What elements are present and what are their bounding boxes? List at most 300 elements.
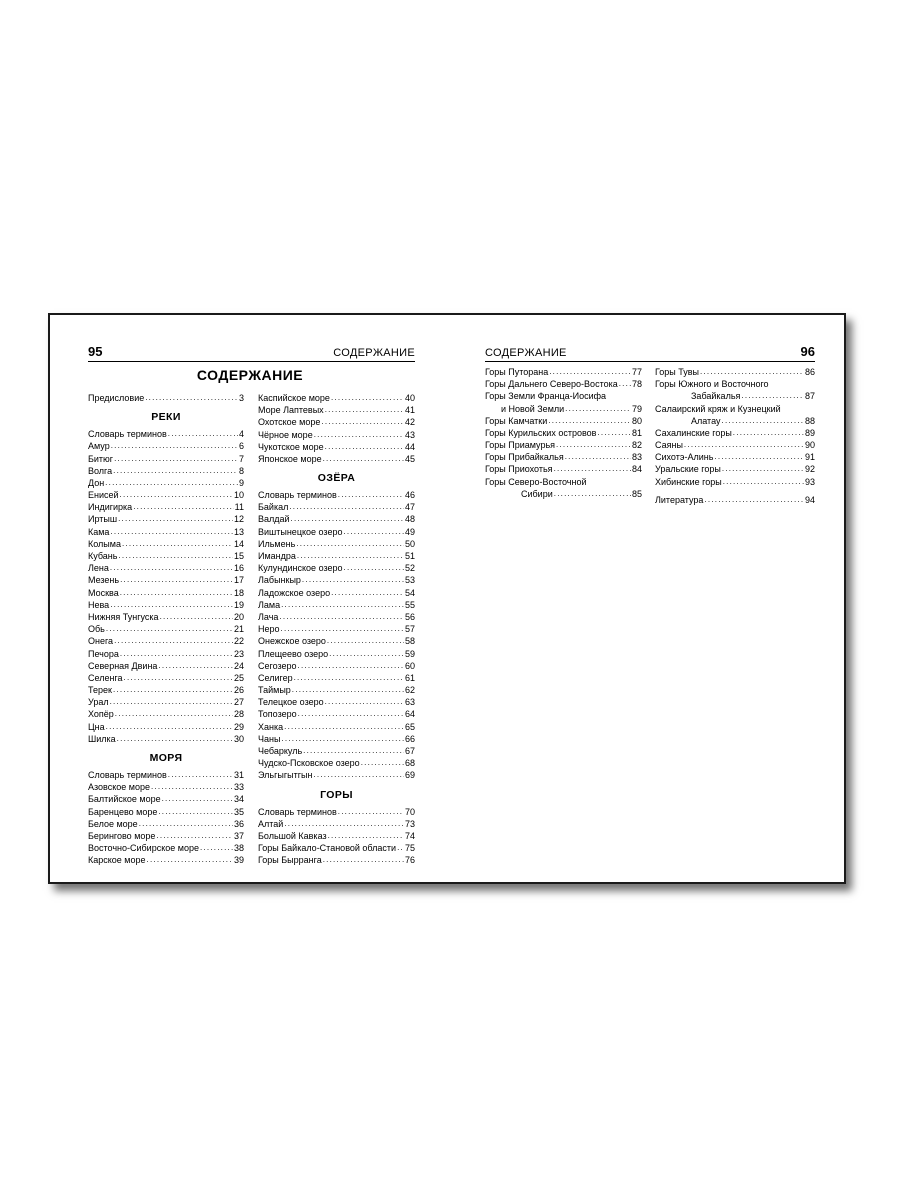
toc-entry-title: Большой Кавказ [258, 830, 327, 841]
toc-dot-leader [684, 439, 804, 451]
toc-dot-leader [133, 501, 233, 513]
toc-entry-page: 15 [233, 551, 244, 562]
toc-dot-leader [549, 366, 631, 378]
toc-entry-page: 91 [804, 452, 815, 463]
toc-entry-title: Кубань [88, 551, 118, 562]
toc-entry[interactable] [485, 464, 642, 476]
toc-entry[interactable] [88, 709, 244, 721]
section-heading-rivers: РЕКИ [151, 411, 181, 424]
toc-entry-preface[interactable]: Предисловие . . . 3 [88, 392, 244, 404]
toc-entry-title: Чебаркуль [258, 746, 303, 757]
toc-entry-title: Восточно-Сибирское море [88, 843, 199, 854]
toc-dot-leader [303, 745, 404, 757]
toc-entry[interactable] [258, 757, 415, 769]
toc-entry-page: 77 [631, 366, 642, 377]
toc-entry[interactable] [655, 403, 815, 415]
toc-dot-leader [294, 672, 404, 684]
toc-dot-leader [279, 611, 404, 623]
toc-entry[interactable] [258, 453, 415, 465]
toc-dot-leader [110, 562, 233, 574]
toc-entry[interactable] [88, 477, 244, 489]
toc-entry[interactable] [88, 440, 244, 452]
toc-entry[interactable] [88, 538, 244, 550]
toc-entry-title: Словарь терминов [258, 490, 337, 501]
toc-entry-page: 76 [404, 855, 415, 866]
toc-entry-title: Лама [258, 599, 281, 610]
toc-entry-title: Енисей [88, 490, 119, 501]
toc-entry-title: Индигирка [88, 502, 133, 513]
toc-entry-page: 45 [404, 453, 415, 464]
contents-title: СОДЕРЖАНИЕ [196, 367, 304, 383]
section-heading-mountains: ГОРЫ [320, 788, 353, 801]
toc-entry-title: Дон [88, 477, 105, 488]
toc-dot-leader [361, 757, 404, 769]
toc-entry-page: 92 [804, 464, 815, 475]
toc-entry[interactable] [88, 721, 244, 733]
toc-entry[interactable] [485, 390, 642, 402]
toc-entry[interactable] [88, 830, 244, 842]
toc-entry-page: 67 [404, 746, 415, 757]
toc-entry-page: 59 [404, 648, 415, 659]
toc-entry-page: 4 [238, 429, 244, 440]
toc-entry-page: 81 [631, 427, 642, 438]
toc-entry-title: Саяны [655, 440, 683, 451]
toc-entry-title: Горы Байкало-Становой области [258, 843, 397, 854]
toc-entry-page: 70 [404, 806, 415, 817]
toc-entry[interactable] [258, 550, 415, 562]
toc-entry-page: 54 [404, 587, 415, 598]
toc-entry[interactable] [655, 476, 815, 488]
toc-entry[interactable] [88, 818, 244, 830]
toc-entry-title: Горы Бырранга [258, 855, 322, 866]
toc-dot-leader [105, 477, 238, 489]
toc-entry-title: Нижняя Тунгуска [88, 611, 159, 622]
toc-entry[interactable] [258, 441, 415, 453]
toc-entry-page: 11 [234, 502, 244, 513]
toc-entry-title: Горы Приохотья [485, 464, 553, 475]
toc-entry-title: Байкал [258, 502, 289, 513]
toc-entry[interactable] [655, 494, 815, 506]
toc-entry-page: 39 [233, 855, 244, 866]
toc-entry-title: Чёрное море [258, 429, 313, 440]
toc-entry-page: 85 [631, 488, 642, 499]
toc-entry[interactable] [258, 684, 415, 696]
toc-entry-page: 73 [404, 818, 415, 829]
toc-entry[interactable] [258, 672, 415, 684]
toc-entry[interactable] [88, 562, 244, 574]
toc-entry[interactable] [655, 378, 815, 390]
toc-dot-leader [158, 660, 233, 672]
toc-entry-page: 79 [631, 403, 642, 414]
toc-dot-leader [120, 648, 233, 660]
toc-dot-leader [325, 404, 404, 416]
toc-entry[interactable] [88, 623, 244, 635]
toc-entry[interactable] [258, 709, 415, 721]
toc-entry[interactable] [88, 648, 244, 660]
toc-entry-page: 26 [233, 685, 244, 696]
toc-dot-leader [110, 599, 233, 611]
toc-dot-leader [115, 709, 233, 721]
toc-entry-page: 56 [404, 611, 415, 622]
toc-entry-page: 22 [233, 636, 244, 647]
toc-entry[interactable] [88, 684, 244, 696]
toc-entry-page: 63 [404, 697, 415, 708]
toc-entry-continuation[interactable] [655, 415, 815, 427]
toc-dot-leader [162, 793, 233, 805]
toc-entry-title: Сахалинские горы [655, 427, 732, 438]
toc-entry-page: 93 [804, 476, 815, 487]
toc-entry-title: Забайкалья [691, 391, 741, 402]
toc-entry-title: Горы Северо-Восточной [485, 476, 587, 487]
toc-entry-title: Горы Путорана [485, 366, 549, 377]
toc-entry[interactable] [88, 672, 244, 684]
toc-entry-title: Словарь терминов [258, 806, 337, 817]
toc-entry-page: 94 [804, 494, 815, 505]
toc-entry[interactable] [655, 366, 815, 378]
toc-dot-leader [314, 429, 404, 441]
toc-dot-leader [331, 587, 404, 599]
toc-entry-title: Цна [88, 721, 105, 732]
toc-entry[interactable] [485, 476, 642, 488]
toc-entry[interactable] [88, 501, 244, 513]
toc-entry[interactable] [258, 854, 415, 866]
toc-entry-page: 53 [404, 575, 415, 586]
toc-entry[interactable] [258, 611, 415, 623]
toc-entry-title: Валдай [258, 514, 290, 525]
toc-entry-page: 38 [233, 843, 244, 854]
toc-entry[interactable] [258, 599, 415, 611]
toc-entry-page: 40 [404, 392, 415, 403]
toc-entry-title: Горы Курильских островов [485, 427, 597, 438]
toc-dot-leader [554, 464, 631, 476]
toc-dot-leader [156, 830, 233, 842]
toc-dot-leader [704, 494, 804, 506]
toc-entry-page: 46 [404, 490, 415, 501]
toc-entry[interactable] [655, 439, 815, 451]
toc-entry[interactable] [258, 769, 415, 781]
toc-entry-page: 17 [233, 575, 244, 586]
toc-entry[interactable] [88, 793, 244, 805]
toc-dot-leader [321, 416, 404, 428]
toc-entry-title: Таймыр [258, 685, 291, 696]
toc-dot-leader [111, 440, 238, 452]
toc-entry-page: 88 [804, 415, 815, 426]
toc-entry-title: Мезень [88, 575, 120, 586]
toc-entry[interactable] [258, 721, 415, 733]
toc-entry-page: 69 [404, 770, 415, 781]
toc-entry-continuation[interactable] [485, 488, 642, 500]
toc-entry[interactable] [258, 416, 415, 428]
toc-entry-title: Телецкое озеро [258, 697, 324, 708]
toc-entry[interactable] [258, 501, 415, 513]
toc-entry-page: 36 [233, 818, 244, 829]
toc-entry-title: Хопёр [88, 709, 114, 720]
toc-entry[interactable] [88, 733, 244, 745]
toc-entry[interactable] [258, 587, 415, 599]
toc-entry-title: Топозеро [258, 709, 297, 720]
toc-entry-page: 13 [233, 526, 244, 537]
toc-entry[interactable] [88, 660, 244, 672]
toc-entry-title: Белое море [88, 818, 138, 829]
toc-entry[interactable] [88, 453, 244, 465]
toc-entry-page: 12 [233, 514, 244, 525]
toc-entry-page: 7 [238, 453, 244, 464]
toc-dot-leader [298, 660, 404, 672]
toc-entry-page: 57 [404, 624, 415, 635]
toc-entry-continuation[interactable] [655, 390, 815, 402]
toc-entry-title: Сибири [521, 488, 553, 499]
toc-entry-title: Онега [88, 636, 114, 647]
toc-entry[interactable] [258, 818, 415, 830]
toc-entry-page: 41 [404, 405, 415, 416]
toc-entry-title: и Новой Земли [501, 403, 565, 414]
toc-entry-title: Карское море [88, 855, 146, 866]
toc-entry[interactable] [485, 439, 642, 451]
toc-entry-page: 14 [233, 538, 244, 549]
toc-dot-leader [565, 451, 631, 463]
toc-entry[interactable] [88, 514, 244, 526]
toc-entry[interactable] [655, 451, 815, 463]
toc-dot-leader [723, 476, 804, 488]
toc-dot-leader [284, 818, 404, 830]
toc-entry[interactable] [655, 464, 815, 476]
left-column-2 [258, 392, 415, 867]
toc-entry[interactable] [485, 451, 642, 463]
toc-entry-title: Северная Двина [88, 660, 158, 671]
toc-entry-title: Москва [88, 587, 119, 598]
right-column-1 [485, 366, 642, 500]
toc-entry[interactable] [88, 854, 244, 866]
mountains-list [258, 806, 415, 867]
toc-entry[interactable] [88, 526, 244, 538]
toc-dot-leader [168, 769, 233, 781]
toc-dot-leader [281, 623, 404, 635]
toc-entry[interactable] [88, 465, 244, 477]
toc-dot-leader [292, 684, 404, 696]
toc-entry-title: Каспийское море [258, 392, 330, 403]
toc-entry-page: 29 [233, 721, 244, 732]
toc-entry[interactable] [88, 611, 244, 623]
toc-dot-leader [117, 733, 233, 745]
toc-dot-leader [147, 854, 233, 866]
toc-entry[interactable] [88, 635, 244, 647]
right-column-1-list [485, 366, 642, 500]
toc-dot-leader [565, 403, 631, 415]
toc-entry[interactable] [258, 842, 415, 854]
toc-dot-leader [284, 721, 404, 733]
seas-list [88, 769, 244, 867]
toc-entry-page: 82 [631, 440, 642, 451]
toc-entry[interactable] [258, 635, 415, 647]
toc-entry[interactable] [88, 696, 244, 708]
toc-entry-page: 27 [233, 697, 244, 708]
toc-entry-title: Неро [258, 624, 280, 635]
toc-dot-leader [289, 501, 404, 513]
toc-entry[interactable] [258, 562, 415, 574]
right-column-2-list [655, 366, 815, 506]
toc-entry-page: 78 [631, 379, 642, 390]
toc-dot-leader [114, 635, 233, 647]
toc-entry-page: 19 [233, 599, 244, 610]
toc-entry-title: Терек [88, 685, 112, 696]
toc-dot-leader [554, 488, 631, 500]
toc-entry-title: Алатау [691, 415, 721, 426]
toc-dot-leader [124, 672, 233, 684]
toc-entry-page: 83 [631, 452, 642, 463]
toc-dot-leader [200, 842, 233, 854]
toc-entry[interactable] [258, 745, 415, 757]
toc-entry-page: 65 [404, 721, 415, 732]
toc-entry-page: 33 [233, 782, 244, 793]
toc-entry-title: Словарь терминов [88, 770, 167, 781]
toc-entry[interactable] [258, 526, 415, 538]
toc-entry[interactable] [485, 366, 642, 378]
toc-dot-leader [118, 514, 233, 526]
toc-entry-page: 18 [233, 587, 244, 598]
toc-entry-title: Лена [88, 563, 109, 574]
toc-dot-leader [296, 538, 404, 550]
toc-entry-continuation[interactable] [485, 403, 642, 415]
toc-entry-page: 34 [233, 794, 244, 805]
toc-dot-leader [343, 526, 404, 538]
toc-entry-title: Волга [88, 465, 113, 476]
toc-entry[interactable] [485, 415, 642, 427]
toc-dot-leader [110, 526, 233, 538]
toc-entry-title: Шилка [88, 733, 116, 744]
toc-entry[interactable] [258, 429, 415, 441]
toc-entry[interactable] [88, 599, 244, 611]
toc-entry[interactable] [258, 696, 415, 708]
toc-entry-title: Горы Дальнего Северо-Востока [485, 379, 618, 390]
toc-dot-leader [397, 842, 404, 854]
toc-dot-leader [297, 550, 404, 562]
seas-continued-list [258, 392, 415, 465]
toc-entry[interactable] [258, 648, 415, 660]
toc-entry-page: 58 [404, 636, 415, 647]
toc-entry[interactable] [258, 623, 415, 635]
toc-entry-title: Ильмень [258, 538, 296, 549]
toc-entry-title: Балтийское море [88, 794, 161, 805]
toc-dot-leader [344, 562, 404, 574]
toc-entry-page: 43 [404, 429, 415, 440]
toc-dot-leader [714, 451, 804, 463]
toc-entry-page: 49 [404, 526, 415, 537]
toc-entry-title: Селигер [258, 672, 293, 683]
toc-entry[interactable] [485, 378, 642, 390]
left-running-header [88, 345, 415, 362]
toc-dot-leader [619, 378, 631, 390]
toc-entry-page: 16 [233, 563, 244, 574]
toc-dot-leader [741, 390, 804, 402]
toc-entry-page: 50 [404, 538, 415, 549]
toc-entry-title: Виштынецкое озеро [258, 526, 343, 537]
toc-entry[interactable] [485, 427, 642, 439]
toc-entry[interactable] [258, 733, 415, 745]
right-page [449, 315, 848, 882]
toc-entry[interactable] [258, 489, 415, 501]
right-page-number: 96 [800, 344, 815, 359]
toc-dot-leader [160, 611, 233, 623]
toc-entry[interactable] [88, 842, 244, 854]
toc-entry[interactable] [258, 830, 415, 842]
toc-entry-page: 66 [404, 733, 415, 744]
toc-entry-page: 68 [404, 758, 415, 769]
toc-dot-leader [298, 709, 404, 721]
toc-dot-leader [168, 428, 238, 440]
toc-entry[interactable] [88, 428, 244, 440]
toc-entry-title: Литература [655, 494, 704, 505]
toc-dot-leader [113, 465, 238, 477]
toc-dot-leader [106, 623, 233, 635]
toc-entry-title: Горы Земли Франца-Иосифа [485, 391, 607, 402]
toc-entry[interactable] [258, 392, 415, 404]
toc-entry-title: Плещеево озеро [258, 648, 329, 659]
toc-dot-leader [122, 538, 233, 550]
toc-dot-leader [329, 648, 404, 660]
toc-entry-title: Селенга [88, 672, 123, 683]
toc-entry-title: Баренцево море [88, 806, 158, 817]
toc-entry[interactable] [258, 660, 415, 672]
toc-dot-leader [597, 427, 631, 439]
toc-entry-page: 64 [404, 709, 415, 720]
rivers-list [88, 428, 244, 745]
toc-entry[interactable] [88, 489, 244, 501]
toc-entry[interactable] [258, 514, 415, 526]
toc-entry-page: 86 [804, 366, 815, 377]
toc-entry-title: Урал [88, 697, 109, 708]
toc-entry-page: 10 [233, 490, 244, 501]
toc-entry-page: 89 [804, 427, 815, 438]
toc-entry-page: 28 [233, 709, 244, 720]
toc-entry[interactable] [258, 538, 415, 550]
toc-entry-title: Сегозеро [258, 660, 297, 671]
toc-entry-title: Хибинские горы [655, 476, 722, 487]
toc-dot-leader [548, 415, 631, 427]
toc-dot-leader [139, 818, 233, 830]
toc-dot-leader [323, 453, 404, 465]
toc-entry[interactable] [258, 574, 415, 586]
toc-entry[interactable] [88, 769, 244, 781]
toc-entry[interactable] [88, 587, 244, 599]
toc-dot-leader [313, 769, 404, 781]
toc-entry-title: Чаны [258, 733, 281, 744]
toc-entry-title: Берингово море [88, 830, 156, 841]
toc-entry-page: 25 [233, 672, 244, 683]
toc-entry-title: Горы Приамурья [485, 440, 556, 451]
toc-entry-page: 52 [404, 563, 415, 574]
toc-entry-page: 24 [233, 660, 244, 671]
toc-entry[interactable] [258, 404, 415, 416]
toc-dot-leader [328, 830, 404, 842]
toc-entry[interactable] [88, 781, 244, 793]
toc-entry[interactable] [88, 574, 244, 586]
toc-entry[interactable] [258, 806, 415, 818]
toc-dot-leader [722, 464, 804, 476]
toc-dot-leader [118, 550, 233, 562]
toc-entry-title: Словарь терминов [88, 429, 167, 440]
toc-entry-title: Имандра [258, 551, 296, 562]
toc-entry[interactable] [655, 427, 815, 439]
toc-dot-leader [700, 366, 804, 378]
toc-entry[interactable] [88, 806, 244, 818]
toc-entry-title: Ханка [258, 721, 284, 732]
toc-dot-leader [281, 599, 404, 611]
toc-dot-leader [281, 733, 404, 745]
toc-dot-leader [106, 721, 233, 733]
toc-entry[interactable] [88, 550, 244, 562]
toc-entry-title: Лабынкыр [258, 575, 301, 586]
toc-entry-title: Японское море [258, 453, 322, 464]
